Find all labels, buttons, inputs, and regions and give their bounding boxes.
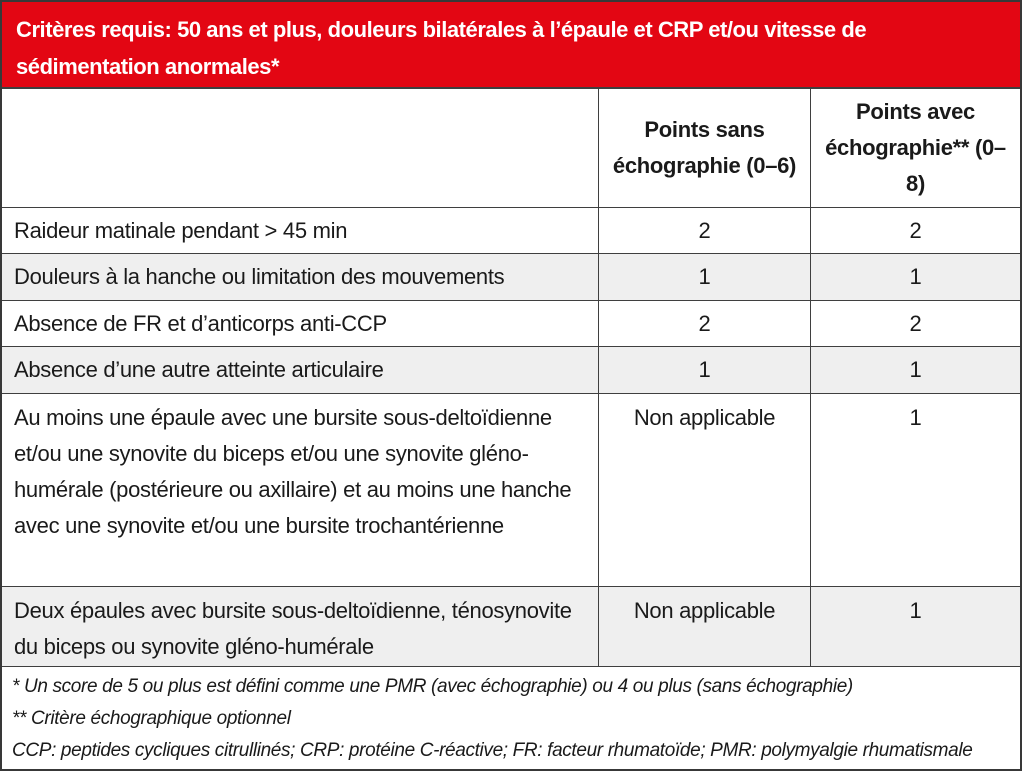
table-row	[2, 346, 1020, 393]
points-with-value: 1	[810, 347, 1020, 393]
table-row	[2, 300, 1020, 346]
points-without-value: Non applicable	[598, 587, 810, 666]
points-without-value: 1	[598, 347, 810, 393]
footnote-abbreviations: CCP: peptides cycliques citrullinés; CRP: protéine C-réactive; FR: facteur rhumatoïde; PMR: polymyalgie rhumatismale	[12, 740, 973, 761]
footnotes-section	[2, 666, 1020, 769]
points-without-value: 1	[598, 254, 810, 300]
criterion-label: Deux épaules avec bursite sous-deltoïdienne, ténosynovite du biceps ou synovite gléno-humérale	[14, 598, 572, 659]
table-row	[2, 253, 1020, 300]
points-with-ultrasound-header: Points avec échographie** (0–8)	[810, 89, 1020, 207]
points-with-value: 1	[810, 394, 1020, 586]
criterion-column-header	[2, 89, 598, 207]
footnote-ultrasound-optional: ** Critère échographique optionnel	[12, 708, 291, 729]
required-criteria-banner: Critères requis: 50 ans et plus, douleurs bilatérales à l’épaule et CRP et/ou vitesse de sédimentation anormales*	[2, 2, 1020, 88]
criterion-label: Au moins une épaule avec une bursite sous-deltoïdienne et/ou une synovite du biceps et/ou une synovite gléno-humérale (postérieure ou axillaire) et au moins une hanche avec une synovite et/ou une bursite trochantérienne	[14, 405, 572, 538]
table-row	[2, 586, 1020, 666]
column-header-row	[2, 88, 1020, 207]
points-with-value: 1	[810, 254, 1020, 300]
criterion-label: Absence de FR et d’anticorps anti-CCP	[14, 310, 387, 336]
criterion-label: Raideur matinale pendant > 45 min	[14, 217, 348, 243]
points-without-value: 2	[598, 208, 810, 253]
points-without-value: Non applicable	[598, 394, 810, 586]
points-with-value: 2	[810, 208, 1020, 253]
footnote-score-definition: * Un score de 5 ou plus est défini comme une PMR (avec échographie) ou 4 ou plus (sans échographie)	[12, 676, 853, 697]
table-row	[2, 393, 1020, 586]
points-without-ultrasound-header: Points sans échographie (0–6)	[598, 89, 810, 207]
criterion-label: Douleurs à la hanche ou limitation des mouvements	[14, 264, 505, 289]
criterion-label: Absence d’une autre atteinte articulaire	[14, 357, 384, 382]
table-row	[2, 207, 1020, 253]
points-without-value: 2	[598, 301, 810, 346]
points-with-value: 1	[810, 587, 1020, 666]
points-with-value: 2	[810, 301, 1020, 346]
